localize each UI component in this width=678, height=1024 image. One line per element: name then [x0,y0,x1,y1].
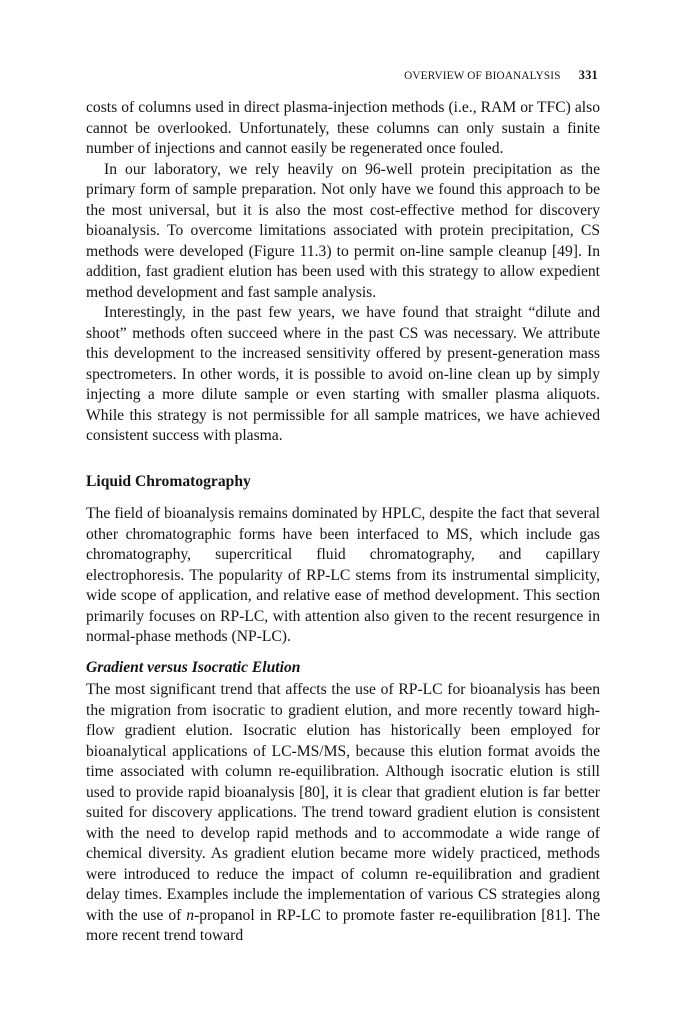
section-heading: Liquid Chromatography [86,473,251,490]
gradient-text-part-1: The most significant trend that affects the use of RP-LC for bioanalysis has been the migration from isocratic to gradient elution, and more recently toward high-flow gradient elution. Isocratic elution has historically been employed for bioanalytical applications of LC-MS/MS, because this elution format avoids the time associated with column re-equilibration. Although isocratic elution is still used to provide rapid bioanalysis [80], it is clear that gradient elution is far better suited for discovery applications. The trend toward gradient elution is consistent with the need to develop rapid methods and to accommodate a wide range of chemical diversity. As gradient elution became more widely practiced, methods were introduced to reduce the impact of column re-equilibration and gradient delay times. Examples include the implementation of various CS strategies along with the use of [86,681,600,924]
paragraph-columns-cost: costs of columns used in direct plasma-injection methods (i.e., RAM or TFC) also cannot be overlooked. Unfortunately, these columns can only sustain a finite number of injections and cannot easily be regenerated once fouled. [86,99,600,157]
paragraph-liquid-chromatography: The field of bioanalysis remains dominated by HPLC, despite the fact that several other chromatographic forms have been interfaced to MS, which include gas chromatography, supercritical fluid chromatography, and capillary electrophoresis. The popularity of RP-LC stems from its instrumental simplicity, wide scope of application, and relative ease of method development. This section primarily focuses on RP-LC, with attention also given to the recent resurgence in normal-phase methods (NP-LC). [86,505,600,645]
n-propanol-italic-prefix: n [186,906,195,924]
paragraph-gradient-elution [86,680,600,947]
paragraph-protein-precipitation: In our laboratory, we rely heavily on 96-well protein precipitation as the primary form of sample preparation. Not only have we found this approach to be the most universal, but it is also the most cost-effective method for discovery bioanalysis. To overcome limitations associated with protein precipitation, CS methods were developed (Figure 11.3) to permit on-line sample cleanup [49]. In addition, fast gradient elution has been used with this strategy to allow expedient method development and fast sample analysis. [86,160,600,301]
subsection-heading: Gradient versus Isocratic Elution [86,659,301,676]
page-number: 331 [578,68,598,82]
running-head [86,68,598,83]
paragraph-dilute-and-shoot: Interestingly, in the past few years, we have found that straight “dilute and shoot” methods often succeed where in the past CS was necessary. We attribute this development to the increased sensitivity offered by present-generation mass spectrometers. In other words, it is possible to avoid on-line clean up by simply injecting a more dilute sample or even starting with smaller plasma aliquots. While this strategy is not permissible for all sample matrices, we have achieved consistent success with plasma. [86,304,600,444]
running-head-title: OVERVIEW OF BIOANALYSIS [404,70,561,82]
intro-text-block [86,98,600,447]
gradient-text-part-2: -propanol in RP-LC to promote faster re-equilibration [81]. The more recent trend toward [86,906,600,944]
section-text-block [86,504,600,648]
subsection-text-block [86,680,600,947]
